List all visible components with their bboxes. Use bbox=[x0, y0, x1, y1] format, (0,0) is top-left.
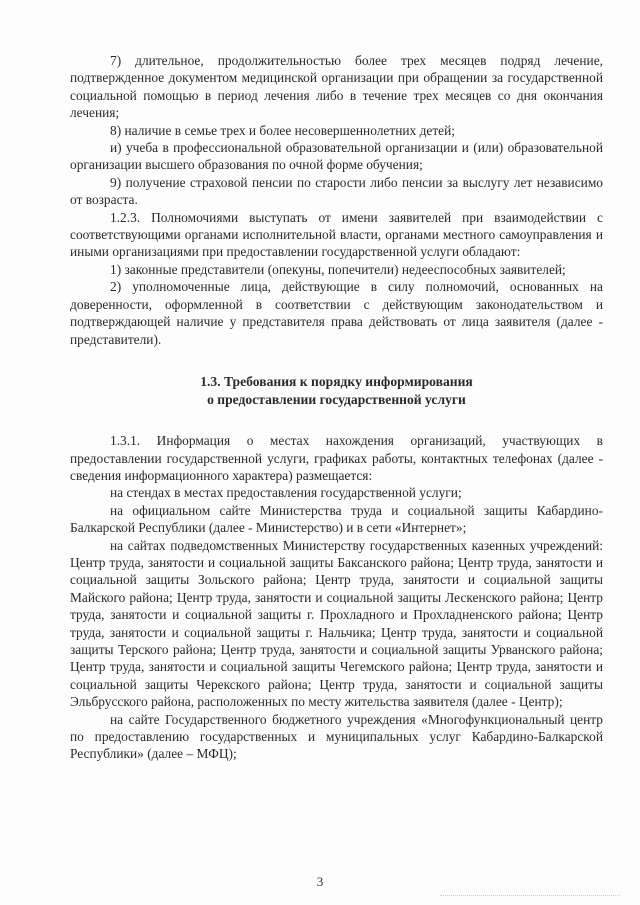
paragraph-1-2-3: 1.2.3. Полномочиями выступать от имени заявителей при взаимодействии с соответствующими органами исполнительной власти, органами местного самоуправления и иными организациями при предоставлении государственной услуги обладают: bbox=[70, 209, 603, 260]
paragraph-item-9: 9) получение страховой пенсии по старости либо пенсии за выслугу лет независимо от возраста. bbox=[70, 174, 603, 208]
paragraph-institutions-sites: на сайтах подведомственных Министерству государственных казенных учреждений: Центр труда, занятости и социальной защиты Баксанского района; Центр труда, занятости и социальной защиты Зольского района; Центр труда, занятости и социальной защиты Майского района; Центр труда, занятости и социальной защиты Лескенского района; Центр труда, занятости и социальной защиты г. Прохладного и Прохладненского района; Центр труда, занятости и социальной защиты г. Нальчика; Центр труда, занятости и социальной защиты Терского района; Центр труда, занятости и социальной защиты Урванского района; Центр труда, занятости и социальной защиты Чегемского района; Центр труда, занятости и социальной защиты Черекского района; Центр труда, занятости и социальной защиты Эльбрусского района, расположенных по месту жительства заявителя (далее - Центр); bbox=[70, 537, 603, 710]
paragraph-item-i: и) учеба в профессиональной образовательной организации и (или) образовательной организации высшего образования по очной форме обучения; bbox=[70, 140, 603, 173]
page-number: 3 bbox=[316, 874, 324, 889]
spacer bbox=[70, 408, 603, 432]
paragraph-item-7: 7) длительное, продолжительностью более трех месяцев подряд лечение, подтвержденное документом медицинской организации при обращении за государственной социальной помощью в период лечения либо в течение трех месяцев со дня окончания лечения; bbox=[70, 53, 603, 121]
paragraph-authorized-persons: 2) уполномоченные лица, действующие в силу полномочий, основанных на доверенности, оформленной в соответствии с действующим законодательством и подтверждающей наличие у представителя права действовать от лица заявителя (далее - представители). bbox=[70, 279, 603, 347]
scan-artifact-line bbox=[440, 895, 620, 897]
spacer bbox=[70, 348, 603, 373]
paragraph-mfc-site: на сайте Государственного бюджетного учреждения «Многофункциональный центр по предоставлению государственных и муниципальных услуг Кабардино-Балкарской Республики» (далее – МФЦ); bbox=[70, 711, 603, 762]
paragraph-stands: на стендах в местах предоставления государственной услуги; bbox=[110, 485, 462, 501]
paragraph-1-3-1: 1.3.1. Информация о местах нахождения организаций, участвующих в предоставлении государственной услуги, графиках работы, контактных телефонах (далее - сведения информационного характера) размещается: bbox=[70, 433, 603, 483]
paragraph-legal-representatives: 1) законные представители (опекуны, попечители) недееспособных заявителей; bbox=[110, 261, 566, 277]
paragraph-ministry-site: на официальном сайте Министерства труда и социальной защиты Кабардино-Балкарской Республики (далее - Министерство) и в сети «Интернет»; bbox=[70, 502, 603, 536]
document-body bbox=[70, 52, 603, 763]
section-heading-line-2: о предоставлении государственной услуги bbox=[207, 391, 466, 407]
section-heading-line-1: 1.3. Требования к порядку информирования bbox=[200, 373, 473, 389]
paragraph-item-8: 8) наличие в семье трех и более несовершеннолетних детей; bbox=[110, 122, 456, 138]
